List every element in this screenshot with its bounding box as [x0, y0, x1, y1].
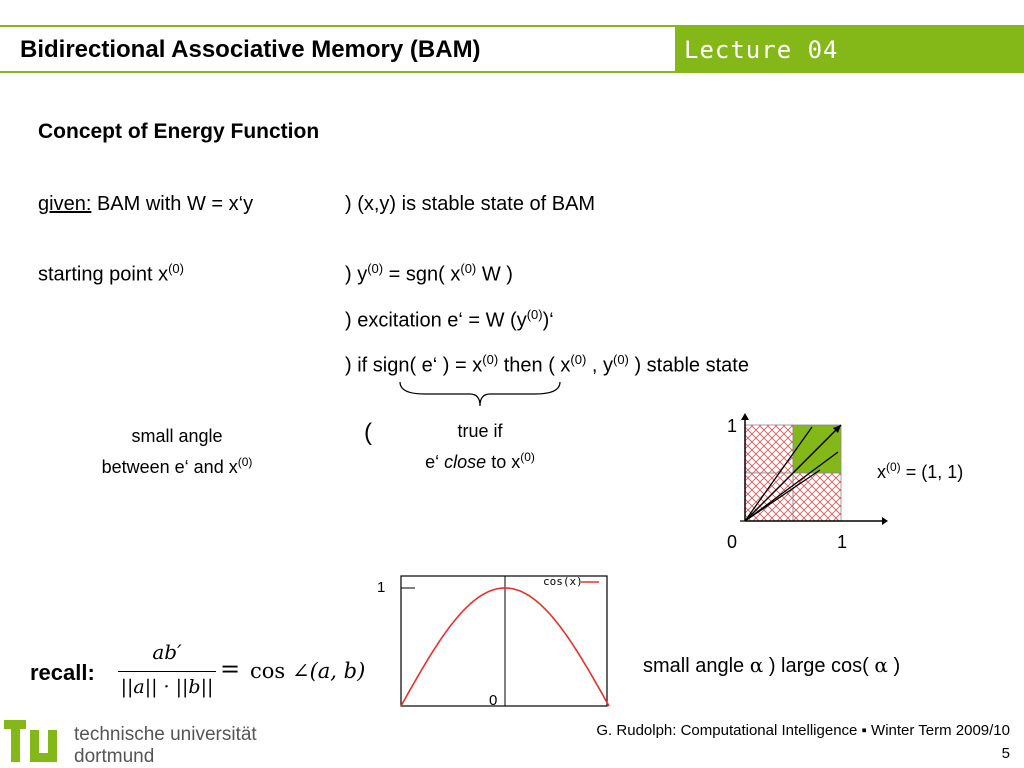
step1-a: ) y — [345, 263, 368, 286]
starting-point — [38, 261, 184, 287]
given-implication: ) (x,y) is stable state of BAM — [345, 193, 596, 215]
step3-c: , y — [591, 354, 613, 377]
step3-a: ) if sign( e‘ ) = x — [345, 354, 483, 377]
step1-c: W ) — [481, 263, 513, 286]
step2-a: ) excitation e‘ = W (y — [345, 309, 527, 332]
grid-y-label: 1 — [727, 416, 738, 436]
formula-numerator: ab′ — [152, 640, 182, 664]
given-line — [38, 193, 253, 216]
grid-annotation — [877, 460, 963, 483]
formula-cos: cos — [250, 659, 286, 683]
plot-y-tick-1: 1 — [377, 579, 386, 596]
step3-sup2: (0) — [570, 352, 587, 367]
conclusion-alpha2: α — [874, 653, 888, 677]
lecture-label: Lecture 04 — [684, 36, 839, 64]
tu-logo-icon — [4, 718, 66, 766]
cos-plot — [395, 568, 615, 710]
step2-b: )‘ — [542, 309, 554, 332]
plot-y-tick-0: 0 — [489, 692, 498, 709]
section-heading: Concept of Energy Function — [38, 120, 320, 143]
grid-annotation-sup: (0) — [886, 460, 901, 474]
grid-x-label-1: 1 — [837, 532, 848, 552]
footer-credit: G. Rudolph: Computational Intelligence ▪ Winter Term 2009/10 — [596, 722, 1010, 739]
cell-top-left — [745, 425, 793, 473]
angle-note — [72, 423, 282, 480]
conclusion — [643, 653, 900, 678]
true-if-line2 — [400, 444, 560, 475]
true-if-note — [400, 418, 560, 475]
step-1 — [345, 261, 513, 287]
step3-b: then ( x — [503, 354, 571, 377]
starting-text: starting point x — [38, 263, 169, 286]
step1-sup: (0) — [367, 261, 384, 276]
plot-legend: cos(x) — [543, 575, 583, 588]
fraction-bar — [118, 671, 216, 672]
given-label: given: — [38, 193, 92, 215]
angle-note-line2-text: between e‘ and x — [101, 457, 238, 477]
plot-frame — [401, 576, 607, 706]
recall-label: recall: — [30, 660, 95, 685]
page-number: 5 — [1001, 745, 1010, 762]
starting-sup: (0) — [168, 261, 184, 276]
grid-annotation-rest: = (1, 1) — [905, 462, 964, 482]
slide-title: Bidirectional Associative Memory (BAM) — [20, 36, 481, 63]
angle-note-line2 — [72, 449, 282, 480]
conclusion-c: ) — [893, 655, 901, 677]
grid-y-arrow — [741, 413, 749, 420]
step-2 — [345, 307, 554, 333]
step1-sup2: (0) — [460, 261, 477, 276]
conclusion-a: small angle — [643, 655, 745, 677]
underbrace — [395, 380, 565, 410]
step1-b: = sgn( x — [388, 263, 461, 286]
conclusion-b: ) large cos( — [768, 655, 869, 677]
true-if-to-x: to x — [491, 452, 521, 472]
step3-sup3: (0) — [613, 352, 629, 367]
grid-diagram — [720, 410, 890, 540]
university-name — [74, 724, 257, 768]
step3-d: ) stable state — [634, 354, 749, 377]
angle-note-line1: small angle — [131, 426, 223, 446]
true-if-sup: (0) — [520, 450, 535, 464]
grid-x-label-0: 0 — [727, 532, 738, 552]
implied-by-symbol: ( — [364, 419, 372, 446]
formula-angle: ∠(a, b) — [292, 659, 366, 683]
university-line1: technische universität — [74, 724, 257, 745]
true-if-line1: true if — [457, 421, 503, 441]
step2-sup: (0) — [526, 307, 543, 322]
formula-denominator: ||a|| · ||b|| — [120, 676, 214, 698]
step3-sup: (0) — [482, 352, 499, 367]
conclusion-alpha1: α — [749, 653, 764, 677]
university-line2: dortmund — [74, 746, 155, 767]
angle-note-sup: (0) — [237, 455, 253, 469]
true-if-e: e‘ — [425, 452, 440, 472]
grid-annotation-x: x — [877, 462, 886, 482]
step-3 — [345, 352, 749, 378]
given-text: BAM with W = x‘y — [96, 193, 254, 215]
formula-equals: = — [220, 655, 241, 683]
true-if-close: close — [444, 452, 487, 472]
grid-x-arrow — [882, 517, 888, 525]
